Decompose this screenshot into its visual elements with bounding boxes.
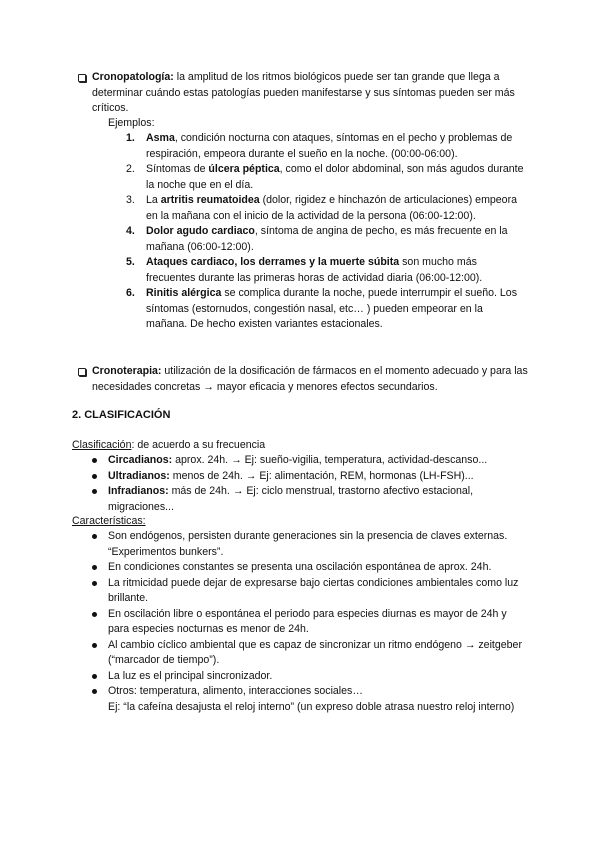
list-item [90, 453, 530, 469]
item-text: La luz es el principal sincronizador. [108, 669, 273, 682]
clasificacion-line [72, 438, 265, 454]
bullet-icon [92, 643, 97, 648]
bullet-icon [92, 612, 97, 617]
item-pre: Síntomas de [146, 163, 209, 175]
bullet-icon [92, 689, 97, 694]
cronopatologia-paragraph [92, 70, 530, 117]
item-text: En oscilación libre o espontánea el periodo para especies diurnas es mayor de 24h y para especies nocturnas es menor de 24h. [108, 607, 507, 635]
list-item [126, 255, 526, 286]
bullet-icon [92, 534, 97, 539]
types-list [90, 453, 530, 515]
list-item [90, 638, 530, 669]
item-pre: La [146, 194, 161, 206]
item-text: En condiciones constantes se presenta una oscilación espontánea de aprox. 24h. [108, 561, 492, 573]
type-text: menos de 24h. → Ej: alimentación, REM, hormonas (LH-FSH)... [169, 469, 474, 482]
type-text: más de 24h. → Ej: ciclo menstrual, trastorno afectivo estacional, migraciones... [108, 485, 474, 513]
list-item [90, 469, 530, 485]
item-bold: Ataques cardiaco, los derrames y la muerte súbita [146, 256, 400, 268]
item-bold: Rinitis alérgica [146, 287, 222, 299]
item-text: son mucho más frecuentes durante las primeras horas de actividad diaria (06:00-12:00). [146, 256, 483, 284]
bullet-icon [92, 474, 97, 479]
item-text: Son endógenos, persisten durante generaciones sin la presencia de claves externas. “Experimentos bunkers”. [108, 530, 508, 558]
list-item [90, 669, 530, 685]
list-item [90, 529, 530, 560]
ejemplos-label: Ejemplos: [108, 117, 155, 129]
list-item [126, 286, 526, 333]
cronoterapia-paragraph [92, 364, 530, 395]
list-item [126, 224, 526, 255]
list-item [126, 162, 526, 193]
type-term: Ultradianos: [108, 469, 170, 482]
item-bold: Asma [146, 132, 175, 144]
list-item [90, 484, 530, 515]
otros-line: Otros: temperatura, alimento, interacciones sociales… [108, 685, 363, 697]
clasificacion-rest: : de acuerdo a su frecuencia [131, 439, 266, 451]
list-item [90, 560, 530, 576]
item-number: 1. [126, 132, 135, 144]
item-text: , condición nocturna con ataques, síntomas en el pecho y problemas de respiración, empeora durante el sueño en la noche. (00:00-06:00). [146, 132, 513, 160]
otros-example: Ej: “la cafeína desajusta el reloj interno” (un expreso doble atrasa nuestro reloj interno) [108, 700, 515, 713]
list-item [90, 607, 530, 638]
list-item [90, 576, 530, 607]
item-bold: artritis reumatoidea [160, 194, 260, 206]
section-title: 2. CLASIFICACIÓN [72, 409, 171, 421]
item-number: 6. [126, 287, 135, 299]
checkbox-bullet-icon [78, 368, 86, 376]
bullet-icon [92, 489, 97, 494]
item-number: 3. [126, 194, 135, 206]
cronoterapia-text: utilización de la dosificación de fármacos en el momento adecuado y para las necesidades concretas → mayor eficacia y menores efectos secundarios. [92, 365, 528, 393]
item-text: , como el dolor abdominal, son más agudos durante la noche que en el día. [146, 163, 524, 191]
bullet-icon [92, 565, 97, 570]
list-item [126, 193, 526, 224]
bullet-icon [92, 674, 97, 679]
type-term: Infradianos: [108, 485, 169, 497]
item-number: 2. [126, 163, 135, 175]
checkbox-bullet-icon [78, 74, 86, 82]
list-item [90, 684, 530, 715]
item-number: 5. [126, 256, 135, 268]
item-text: La ritmicidad puede dejar de expresarse bajo ciertas condiciones ambientales como luz brillante. [108, 576, 519, 604]
item-text: Al cambio cíclico ambiental que es capaz de sincronizar un ritmo endógeno → zeitgeber (“marcador de tiempo”). [108, 638, 522, 666]
cronopatologia-text: la amplitud de los ritmos biológicos puede ser tan grande que llega a determinar cuándo estas patologías pueden manifestarse y sus síntomas pueden ser más críticos. [92, 71, 515, 114]
item-text: , síntoma de angina de pecho, es más frecuente en la mañana (06:00-12:00). [146, 225, 508, 253]
list-item [126, 131, 526, 162]
caracteristicas-label: Características: [72, 515, 146, 527]
item-text: (dolor, rigidez e hinchazón de articulaciones) empeora en la mañana con el inicio de la actividad de la persona (06:00-12:00). [146, 194, 517, 222]
type-text: aprox. 24h. → Ej: sueño-vigilia, temperatura, actividad-descanso... [172, 454, 488, 466]
item-number: 4. [126, 225, 135, 237]
item-bold: úlcera péptica [208, 163, 280, 175]
item-text: se complica durante la noche, puede interrumpir el sueño. Los síntomas (estornudos, congestión nasal, etc… ) pueden empeorar en la mañana. De hecho existen variantes estacionales. [146, 287, 517, 330]
clasificacion-label: Clasificación [72, 439, 132, 451]
cronopatologia-term: Cronopatología: [92, 71, 174, 83]
type-term: Circadianos: [108, 454, 173, 466]
cronoterapia-term: Cronoterapia: [92, 365, 162, 377]
bullet-icon [92, 458, 97, 463]
caracteristicas-list [90, 529, 530, 715]
item-bold: Dolor agudo cardiaco [146, 225, 255, 237]
bullet-icon [92, 581, 97, 586]
ejemplos-list [126, 131, 526, 333]
